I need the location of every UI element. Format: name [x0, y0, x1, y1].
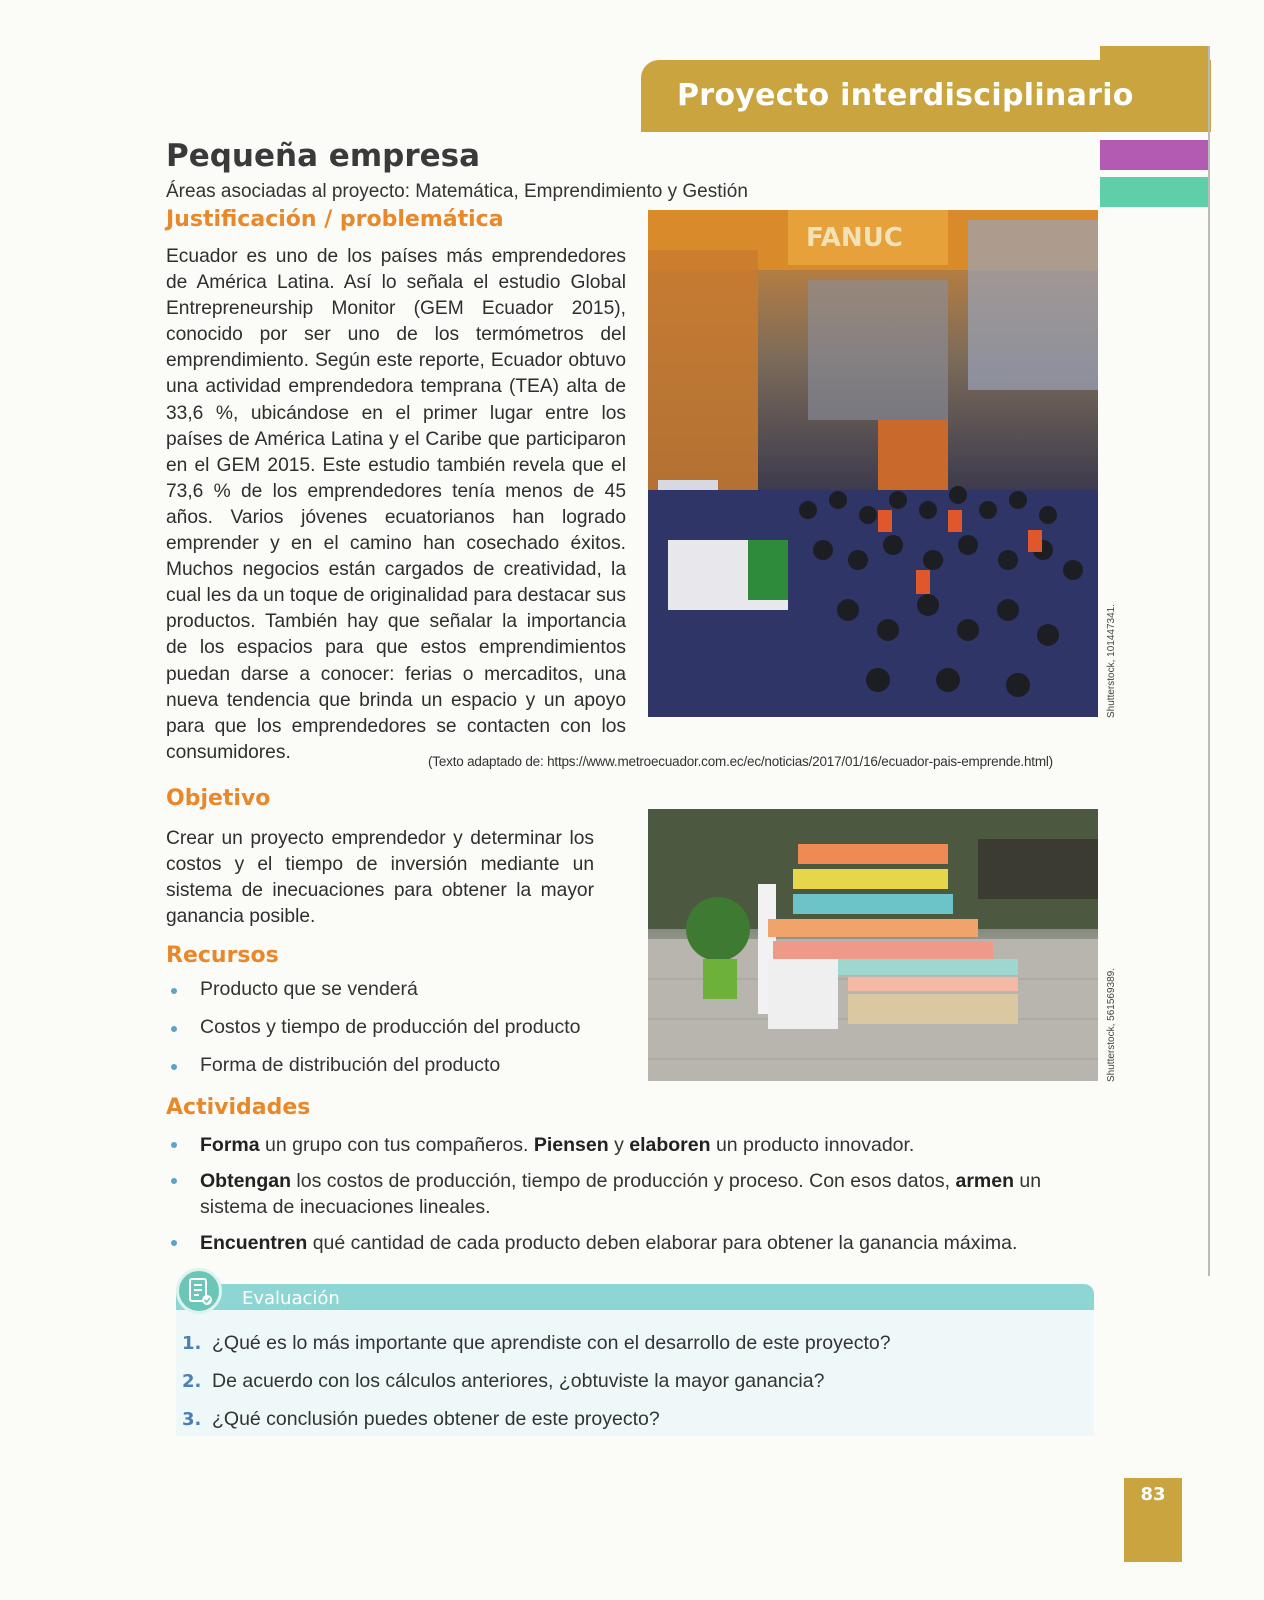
activities-heading: Actividades	[166, 1095, 311, 1120]
section-banner	[641, 60, 1211, 132]
evaluation-title: Evaluación	[242, 1288, 340, 1309]
text-source: (Texto adaptado de: https://www.metroecuador.com.ec/ec/noticias/2017/01/16/ecuador-pais-emprende.html)	[428, 754, 1053, 769]
list-item: Obtengan los costos de producción, tiempo de producción y proceso. Con esos datos, armen un sistema de inecuaciones lineales.	[166, 1168, 1106, 1220]
list-item: Encuentren qué cantidad de cada producto deben elaborar para obtener la ganancia máxima.	[166, 1230, 1106, 1256]
justification-text: Ecuador es uno de los países más emprendedores de América Latina. Así lo señala el estudio Global Entrepreneurship Monitor (GEM Ecuador 2015), conocido por ser uno de los termómetros del emprendimiento. Según este reporte, Ecuador obtuvo una actividad emprendedora temprana (TEA) alta de 33,6 %, ubicándose en el primer lugar entre los países de América Latina y el Caribe que participaron en el GEM 2015. Este estudio también revela que el 73,6 % de los emprendedores tenía menos de 45 años. Varios jóvenes ecuatorianos han logrado emprender y en el camino han cosechado éxitos. Muchos negocios están cargados de creatividad, la cual les da un toque de originalidad para destacar sus productos. También hay que señalar la importancia de los espacios para que estos emprendimientos puedan darse a conocer: ferias o mercaditos, una nueva tendencia que brinda un espacio y un apoyo para que los emprendedores se contacten con los consumidores.	[166, 246, 626, 763]
resources-list	[166, 978, 606, 1092]
page-number: 83	[1140, 1484, 1166, 1505]
bench-photo-credit: Shutterstock, 561569389.	[1106, 968, 1117, 1082]
list-item: Forma de distribución del producto	[166, 1054, 606, 1076]
fair-sign-text: FANUC	[806, 223, 903, 253]
color-tab-teal	[1100, 177, 1208, 207]
color-tab-purple	[1100, 140, 1208, 170]
page-title: Pequeña empresa	[166, 138, 481, 174]
list-item: 1. ¿Qué es lo más importante que aprendiste con el desarrollo de este proyecto?	[182, 1332, 891, 1354]
fair-photo-credit: Shutterstock, 101447341.	[1106, 604, 1117, 718]
objective-text: Crear un proyecto emprendedor y determinar los costos y el tiempo de inversión mediante un sistema de inecuaciones para obtener la mayor ganancia posible.	[166, 828, 594, 927]
justification-heading: Justificación / problemática	[166, 207, 504, 232]
banner-title: Proyecto interdisciplinario	[677, 78, 1134, 113]
checklist-icon	[176, 1268, 222, 1314]
list-item: 2. De acuerdo con los cálculos anteriores, ¿obtuviste la mayor ganancia?	[182, 1370, 825, 1392]
associated-areas: Áreas asociadas al proyecto: Matemática, Emprendimiento y Gestión	[166, 181, 748, 202]
page-edge-line	[1208, 46, 1210, 1276]
pallet-bench-photo	[648, 809, 1098, 1081]
evaluation-questions	[182, 1330, 1082, 1444]
pallet-bench-illustration	[648, 809, 1098, 1081]
list-item: Producto que se venderá	[166, 978, 606, 1000]
trade-fair-photo	[648, 210, 1098, 717]
resources-heading: Recursos	[166, 943, 279, 968]
objective-heading: Objetivo	[166, 786, 271, 811]
list-item: Costos y tiempo de producción del producto	[166, 1016, 606, 1038]
trade-fair-illustration	[648, 210, 1098, 717]
page-number-tab	[1124, 1478, 1182, 1562]
list-item: 3. ¿Qué conclusión puedes obtener de este proyecto?	[182, 1408, 660, 1430]
activities-list	[166, 1132, 1106, 1266]
list-item: Forma un grupo con tus compañeros. Piensen y elaboren un producto innovador.	[166, 1132, 1106, 1158]
